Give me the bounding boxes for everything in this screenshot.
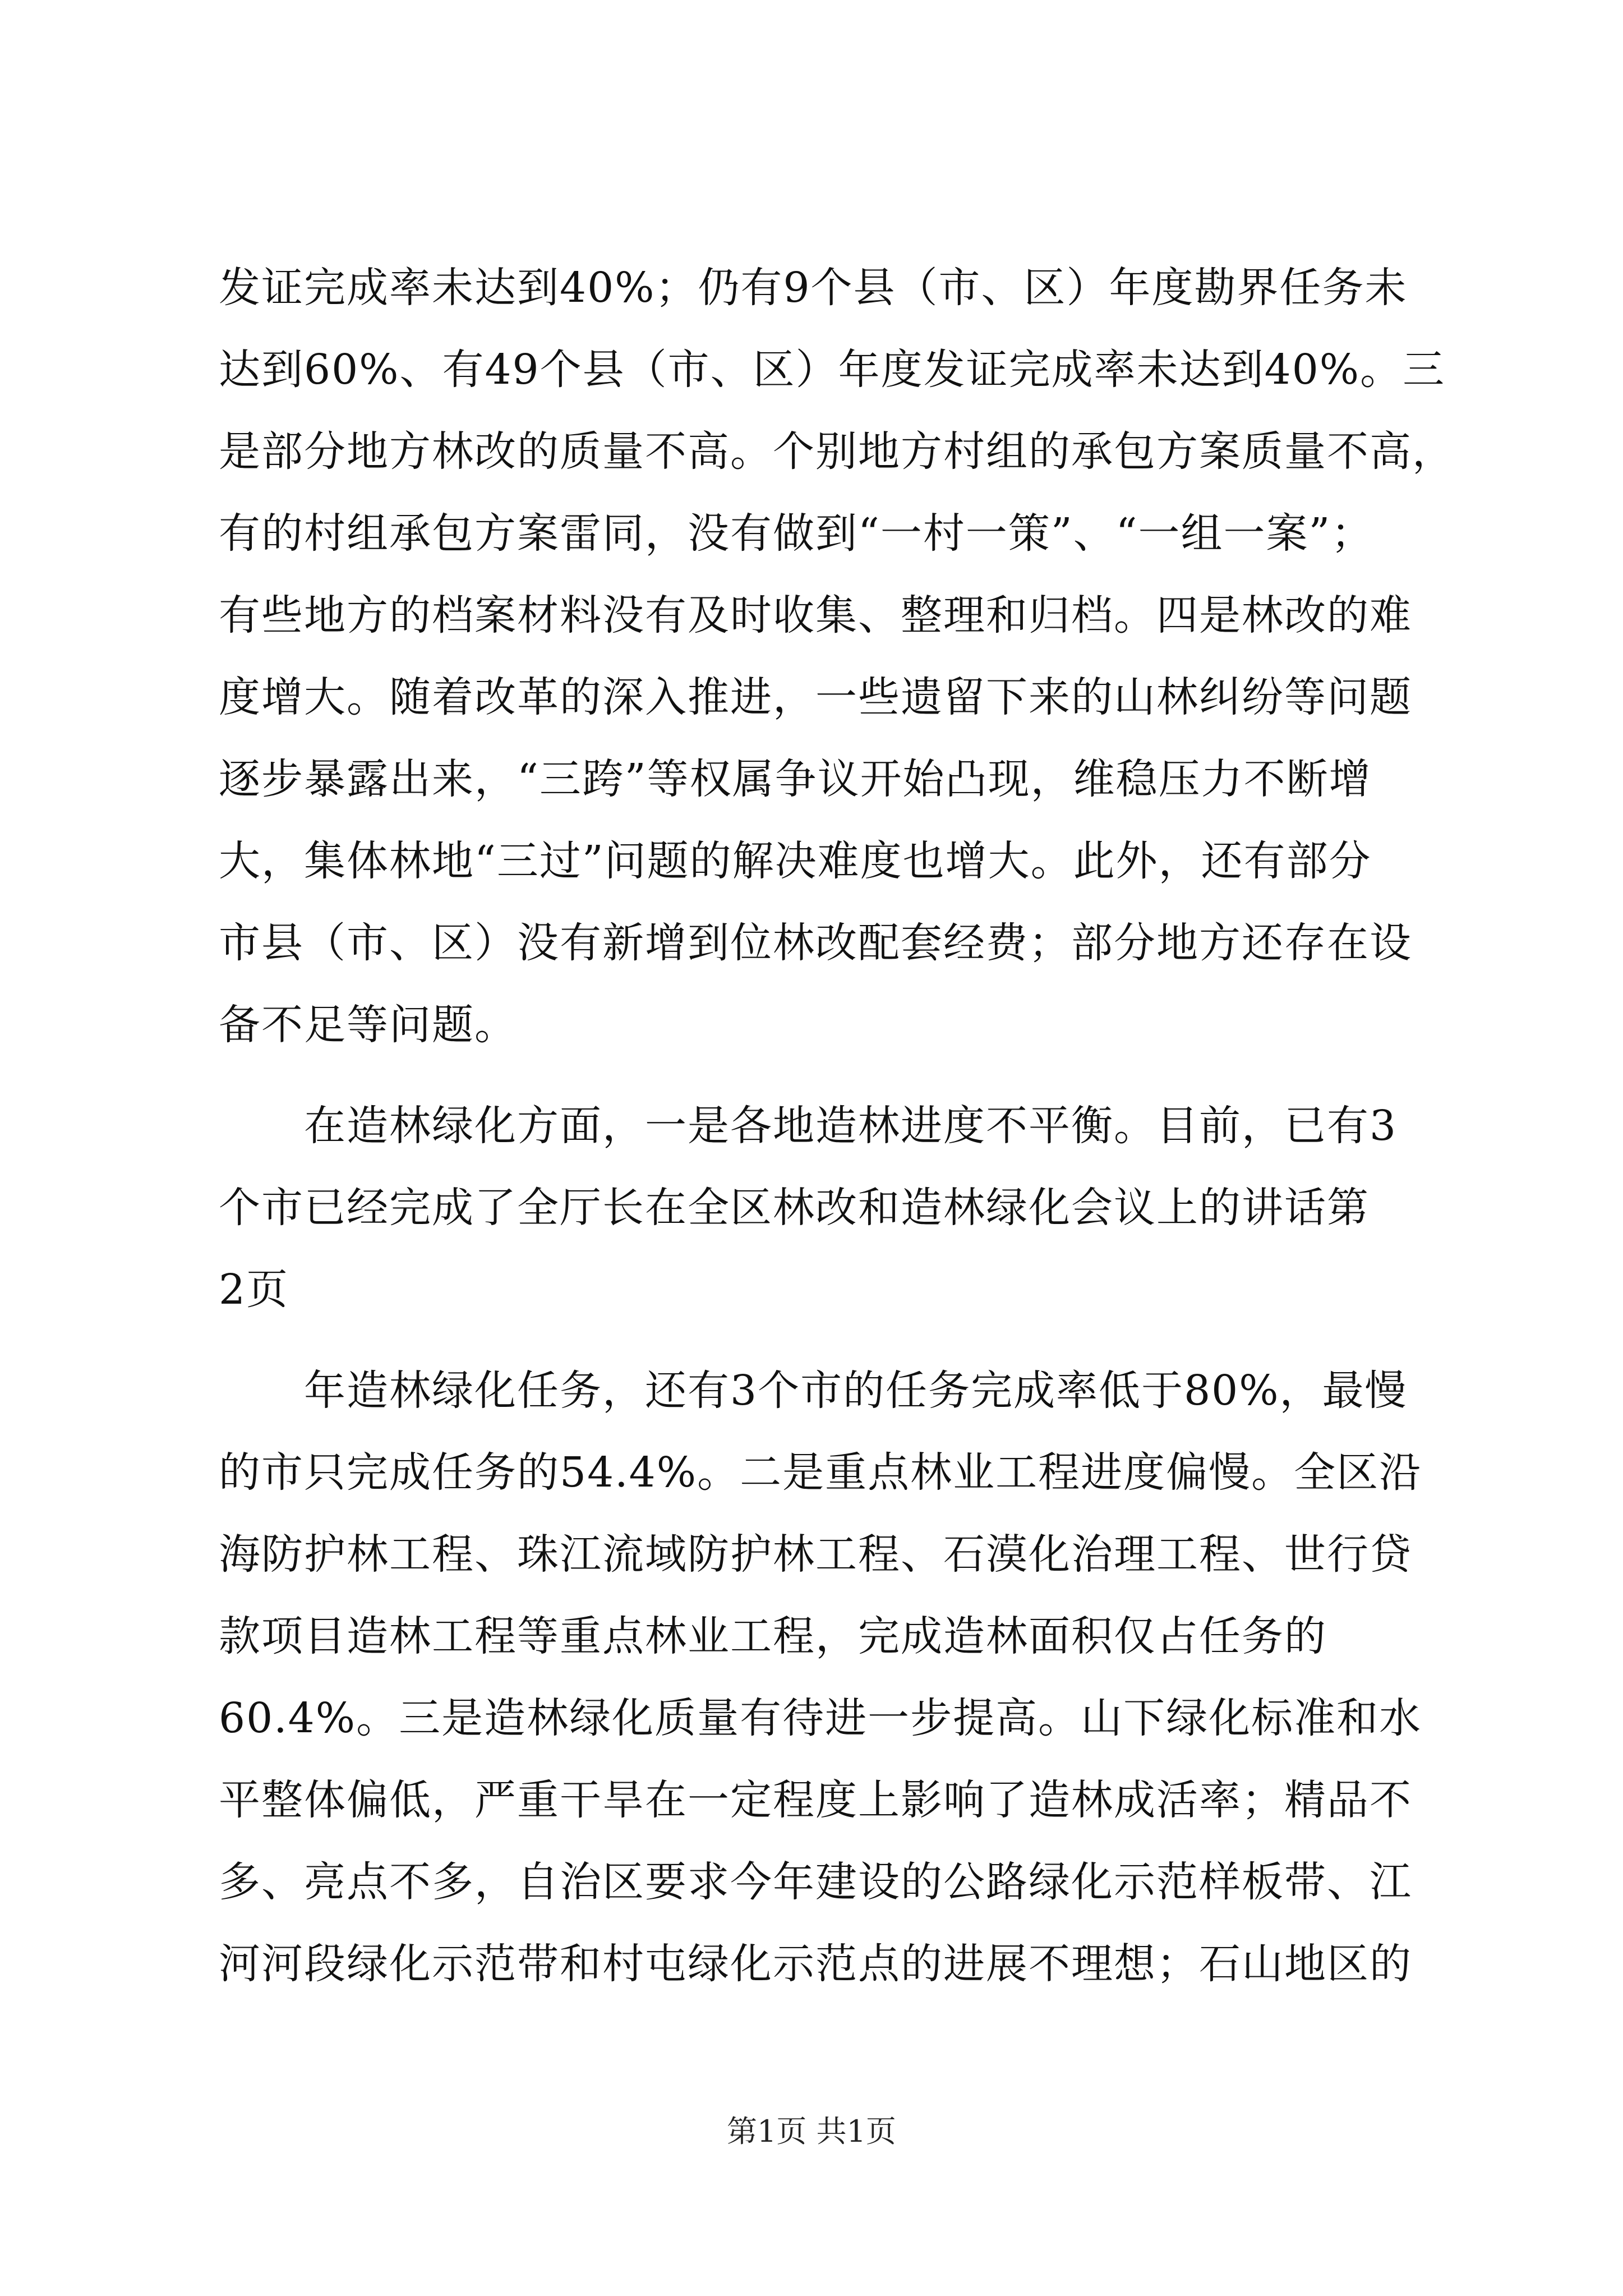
paragraph-gap [219, 1331, 1419, 1350]
text-line: 度增大。随着改革的深入推进，一些遗留下来的山林纠纷等问题 [219, 673, 1412, 721]
text-line: 2页 [219, 1266, 289, 1314]
text-line: 有些地方的档案材料没有及时收集、整理和归档。四是林改的难 [219, 591, 1412, 639]
page-footer [0, 2112, 1623, 2151]
text-line: 的市只完成任务的54.4%。二是重点林业工程进度偏慢。全区沿 [219, 1448, 1422, 1497]
paragraph-gap [219, 1066, 1419, 1085]
text-line: 多、亮点不多，自治区要求今年建设的公路绿化示范样板带、江 [219, 1858, 1412, 1906]
text-line: 平整体偏低，严重干旱在一定程度上影响了造林成活率；精品不 [219, 1776, 1412, 1824]
text-line: 达到60%、有49个县（市、区）年度发证完成率未达到40%。三 [219, 346, 1446, 394]
text-line: 年造林绿化任务，还有3个市的任务完成率低于80%，最慢 [219, 1366, 1408, 1415]
text-line: 在造林绿化方面，一是各地造林进度不平衡。目前，已有3 [219, 1102, 1398, 1150]
text-line: 有的村组承包方案雷同，没有做到“一村一策”、“一组一案”； [219, 509, 1374, 558]
text-line: 大，集体林地“三过”问题的解决难度也增大。此外，还有部分 [219, 837, 1372, 885]
text-line: 市县（市、区）没有新增到位林改配套经费；部分地方还存在设 [219, 919, 1412, 967]
document-body [219, 247, 1455, 2005]
text-line: 是部分地方林改的质量不高。个别地方村组的承包方案质量不高， [219, 427, 1455, 476]
text-line: 海防护林工程、珠江流域防护林工程、石漠化治理工程、世行贷 [219, 1530, 1412, 1579]
text-line: 河河段绿化示范带和村屯绿化示范点的进展不理想；石山地区的 [219, 1940, 1412, 1988]
text-line: 发证完成率未达到40%；仍有9个县（市、区）年度勘界任务未 [219, 264, 1408, 312]
text-line: 备不足等问题。 [219, 1001, 517, 1049]
page-number-label: 第1页 共1页 [727, 2114, 896, 2149]
text-line: 逐步暴露出来，“三跨”等权属争议开始凸现，维稳压力不断增 [219, 755, 1372, 803]
text-line: 60.4%。三是造林绿化质量有待进一步提高。山下绿化标准和水 [219, 1694, 1422, 1742]
text-line: 个市已经完成了全厅长在全区林改和造林绿化会议上的讲话第 [219, 1184, 1370, 1232]
text-line: 款项目造林工程等重点林业工程，完成造林面积仅占任务的 [219, 1612, 1327, 1660]
